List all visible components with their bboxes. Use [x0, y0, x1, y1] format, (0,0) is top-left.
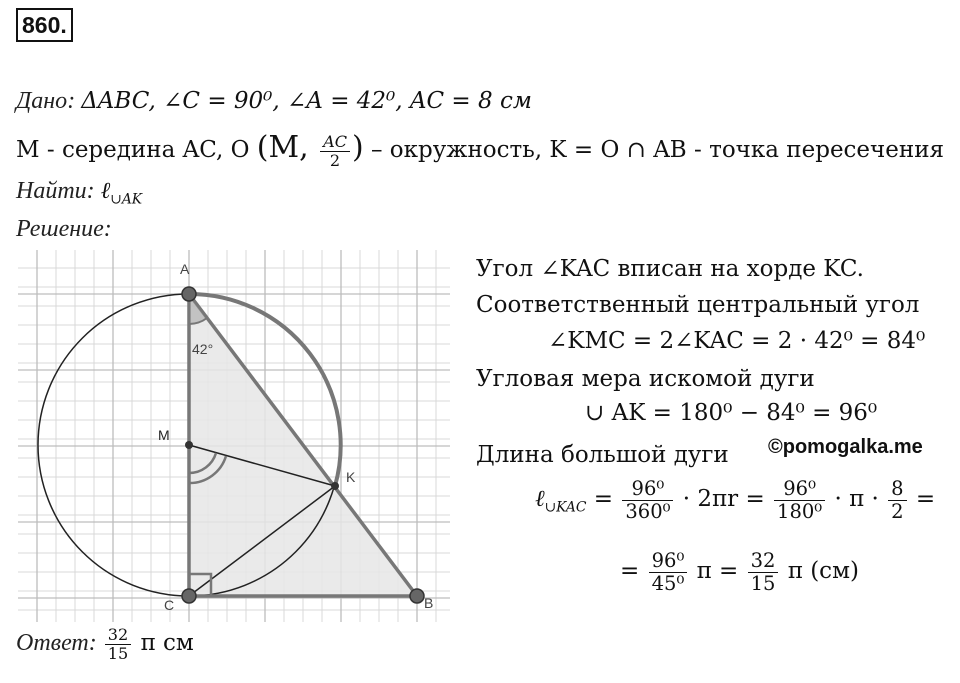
point-k: [331, 482, 339, 490]
answer-line: Ответ: $\frac{32}{15}$ π см: [16, 625, 194, 663]
label-m: M: [158, 427, 170, 443]
given-text: ΔABC, ∠C = 90⁰, ∠A = 42⁰, AC = 8 см: [81, 88, 532, 114]
point-a: [182, 287, 196, 301]
answer-label: Ответ: [16, 630, 89, 657]
given-line: Дано: ΔABC, ∠C = 90⁰, ∠A = 42⁰, AC = 8 см: [16, 88, 532, 114]
point-b: [410, 589, 424, 603]
find-label: Найти: [16, 178, 87, 204]
problem-number: 860.: [16, 8, 73, 42]
find-sub: ∪AK: [110, 191, 143, 208]
step-5: ∪ AK = 180⁰ − 84⁰ = 96⁰: [585, 400, 878, 426]
label-k: K: [346, 469, 356, 485]
find-value: ℓ: [100, 178, 111, 204]
label-b: B: [424, 595, 434, 611]
angle-label: 42°: [192, 341, 214, 357]
condition-paren-close: ): [352, 130, 364, 165]
step-3: ∠KMC = 2∠KAC = 2 · 42⁰ = 84⁰: [548, 328, 926, 354]
answer-tail: π см: [140, 630, 194, 657]
condition-after: – окружность, K = O ∩ AB - точка пересечения: [371, 137, 945, 163]
condition-paren-open: (M,: [256, 130, 319, 165]
given-label: Дано: [16, 88, 68, 114]
point-m: [185, 441, 193, 449]
formula-1: ℓ$_{\cup KAC}$ = $\frac{\text{96⁰}}{\text{360⁰}}$ · 2πr = $\frac{\text{96⁰}}{\text{180⁰}}$ · π · $\frac{8}{2}$ =: [535, 477, 936, 523]
step-4: Угловая мера искомой дуги: [476, 366, 815, 392]
step-6: Длина большой дуги: [476, 442, 729, 468]
condition-fraction: $\frac{AC}{2}$: [320, 133, 350, 169]
geometry-diagram: [18, 250, 450, 622]
formula-2: = $\frac{\text{96⁰}}{\text{45⁰}}$ π = $\frac{32}{15}$ π (см): [620, 549, 859, 595]
condition-before: M - середина AC, O: [16, 137, 250, 163]
step-2: Соответственный центральный угол: [476, 292, 920, 318]
watermark: ©pomogalka.me: [768, 436, 923, 458]
label-c: C: [164, 597, 175, 613]
answer-fraction: $\frac{32}{15}$: [105, 626, 131, 662]
solution-label: Решение:: [16, 216, 112, 242]
step-1: Угол ∠KAC вписан на хорде KC.: [476, 256, 864, 282]
condition-line: [16, 130, 944, 169]
point-c: [182, 589, 196, 603]
label-a: A: [180, 261, 190, 277]
find-line: Найти: ℓ$_{\cup AK}$: [16, 178, 143, 208]
